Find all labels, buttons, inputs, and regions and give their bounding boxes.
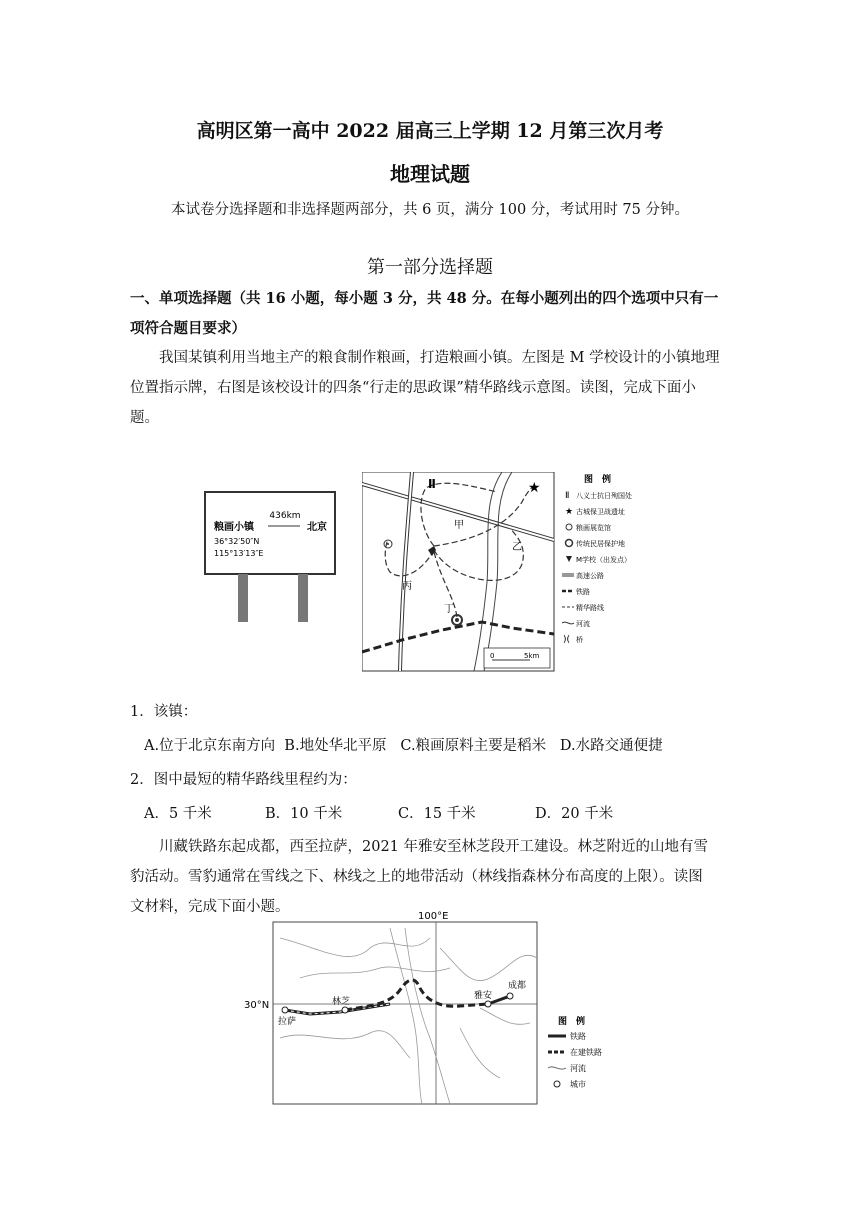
label-bing: 丙 — [402, 581, 412, 592]
legend-item-battle: 古城保卫战遗址 — [576, 508, 625, 516]
label-ding: 丁 — [444, 604, 454, 615]
sign-distance: 436km — [269, 511, 301, 521]
passage-2-line3: 文材料，完成下面小题。 — [130, 899, 290, 915]
question-2-option-c: C．15 千米 — [398, 806, 476, 822]
legend-title: 图 例 — [584, 475, 612, 485]
passage-2-line1: 川藏铁路东起成都，西至拉萨，2021 年雅安至林芝段开工建设。林芝附近的山地有雪 — [159, 839, 709, 855]
question-2-option-b: B．10 千米 — [265, 806, 343, 822]
exam-intro: 本试卷分选择题和非选择题两部分，共 6 页，满分 100 分，考试用时 75 分钟。 — [170, 202, 689, 218]
label-yi: 乙 — [512, 542, 522, 553]
sign-lon: 115°13′13″E — [214, 549, 264, 558]
legend2-title: 图 例 — [558, 1017, 586, 1027]
route-map-figure — [362, 472, 662, 672]
legend-house-icon — [566, 540, 573, 547]
city-label-lasa: 拉萨 — [278, 1017, 297, 1027]
section-heading — [130, 284, 750, 344]
passage-1-line3: 题。 — [130, 410, 159, 426]
legend-bridge-icon: )( — [563, 635, 571, 645]
legend-hall-icon — [566, 524, 572, 530]
memorial-icon: Ⅱ — [428, 477, 436, 491]
question-2-option-a: A．5 千米 — [144, 806, 212, 822]
exam-subtitle: 地理试题 — [390, 162, 470, 186]
passage-1-line2: 位置指示牌，右图是该校设计的四条“行走的思政课”精华路线示意图。读图，完成下面小 — [130, 380, 696, 396]
battle-site-star-icon: ★ — [528, 480, 541, 496]
exam-title: 高明区第一高中 2022 届高三上学期 12 月第三次月考 — [196, 120, 664, 142]
section-heading-line1: 一、单项选择题（共 16 小题，每小题 3 分，共 48 分。在每小题列出的四个选项中只有一 — [130, 290, 719, 307]
city-marker-yaan — [485, 1001, 491, 1007]
sign-lat: 36°32′50″N — [214, 537, 260, 546]
location-sign-figure — [200, 486, 340, 626]
passage-2-line2: 豹活动。雪豹通常在雪线之下、林线之上的地带活动（林线指森林分布高度的上限）。读图 — [130, 869, 703, 885]
city-label-chengdu: 成都 — [508, 981, 527, 991]
question-1-options: A.位于北京东南方向 B.地处华北平原 C.粮画原料主要是稻米 D.水路交通便捷 — [144, 738, 663, 754]
question-2-option-d: D．20 千米 — [535, 806, 614, 822]
legend-item-school: M学校（出发点） — [576, 556, 632, 564]
legend-item-route: 精华路线 — [576, 604, 604, 612]
sign-from: 粮画小镇 — [214, 522, 254, 533]
legend2-item-construction: 在建铁路 — [570, 1048, 602, 1057]
legend-star-icon: ★ — [565, 507, 574, 517]
meridian-label: 100°E — [418, 911, 449, 922]
legend2-item-city: 城市 — [570, 1080, 586, 1089]
legend-memorial-icon: Ⅱ — [565, 491, 570, 501]
legend-school-icon — [566, 556, 572, 562]
city-label-linzhi: 林芝 — [332, 997, 351, 1007]
question-1-stem: 1．该镇： — [130, 704, 198, 720]
label-jia: 甲 — [454, 520, 464, 531]
legend2-item-river: 河流 — [570, 1064, 586, 1073]
passage-1-line1: 我国某镇利用当地主产的粮食制作粮画，打造粮画小镇。左图是 M 学校设计的小镇地理 — [159, 350, 720, 366]
legend-item-bridge: 桥 — [576, 636, 583, 644]
sign-to: 北京 — [307, 522, 327, 533]
scale-end: 5km — [524, 652, 540, 660]
city-marker-chengdu — [507, 993, 513, 999]
part-heading: 第一部分选择题 — [367, 257, 493, 278]
section-heading-line2: 项符合题目要求） — [130, 320, 246, 337]
railway-map-figure — [240, 908, 610, 1106]
legend-item-highway: 高速公路 — [576, 572, 604, 580]
city-marker-linzhi — [342, 1007, 348, 1013]
legend2-city-icon — [554, 1081, 560, 1087]
legend2-item-railway: 铁路 — [570, 1032, 586, 1041]
parallel-label: 30°N — [244, 1000, 270, 1011]
passage-1 — [130, 343, 750, 433]
scale-zero: 0 — [490, 652, 495, 660]
city-label-yaan: 雅安 — [474, 991, 493, 1001]
legend-item-railway: 铁路 — [576, 588, 590, 596]
legend-item-river: 河流 — [576, 620, 590, 628]
legend-item-hall: 粮画展览馆 — [576, 524, 611, 532]
city-marker-lasa — [282, 1007, 288, 1013]
legend-item-house: 传统民居保护地 — [576, 540, 625, 548]
legend-item-memorial: 八义士抗日殉国处 — [576, 492, 632, 500]
question-2-stem: 2．图中最短的精华路线里程约为： — [130, 772, 357, 788]
